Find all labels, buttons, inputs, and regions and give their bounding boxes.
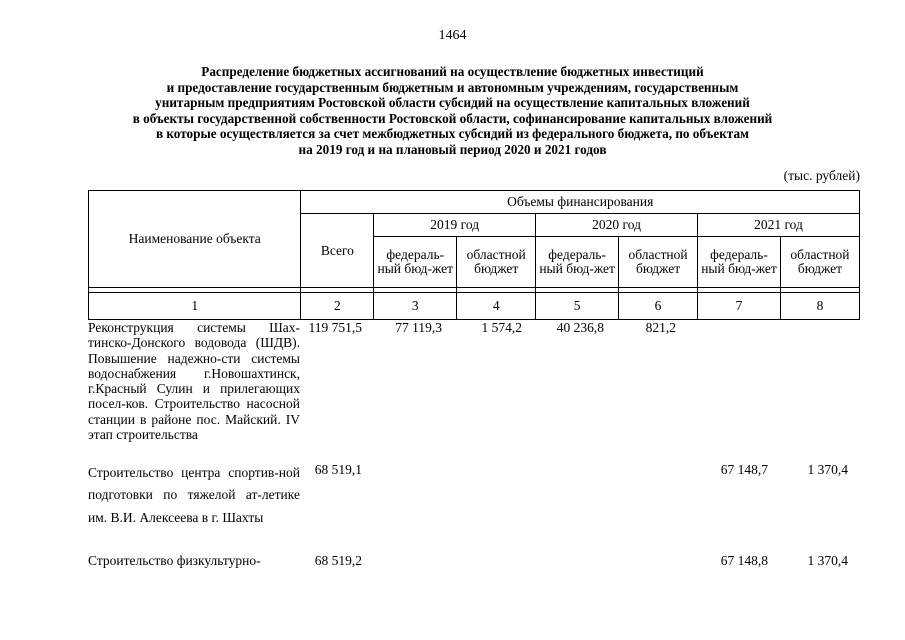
column-number: 5	[536, 293, 619, 320]
units-label: (тыс. рублей)	[783, 168, 860, 183]
table-header	[88, 190, 860, 320]
object-name: Строительство физкультурно-	[88, 553, 261, 568]
header-federal-text: федераль-ный бюд-жет	[377, 247, 454, 276]
header-federal-2020	[536, 237, 619, 288]
value-total: 119 751,5	[308, 320, 362, 335]
header-federal-2019	[374, 237, 457, 288]
column-number: 4	[457, 293, 536, 320]
table-row	[88, 320, 860, 462]
title-line: в объекты государственной собственности Ростовской области, софинансирование капитальных вложений	[132, 110, 773, 126]
title-line: и предоставление государственным бюджетным и автономным учреждениям, государственным	[166, 79, 739, 95]
header-name-column: Наименование объекта	[89, 191, 301, 288]
header-federal-text: федераль-ный бюд-жет	[701, 247, 777, 276]
header-financing: Объемы финансирования	[301, 191, 860, 214]
value-regional-2020: 821,2	[645, 320, 676, 335]
object-name: Строительство центра спортив-ной подготовки по тяжелой ат-летике им. В.И. Алексеева в г. Шахты	[88, 465, 300, 525]
document-title	[60, 64, 845, 158]
header-total: Всего	[301, 214, 374, 288]
header-federal-text: федераль-ный бюд-жет	[539, 247, 615, 276]
value-federal-2021: 67 148,8	[720, 553, 768, 568]
title-line: унитарным предприятиям Ростовской области субсидий на осуществление капитальных вложений	[155, 95, 750, 111]
table-body	[88, 320, 860, 583]
table-row	[88, 462, 860, 553]
column-number: 1	[89, 293, 301, 320]
column-number: 2	[301, 293, 374, 320]
title-line: Распределение бюджетных ассигнований на осуществление бюджетных инвестиций	[201, 64, 704, 79]
header-year-2021: 2021 год	[698, 214, 860, 237]
column-number: 7	[698, 293, 781, 320]
title-line: в которые осуществляется за счет межбюджетных субсидий из федерального бюджета, по объектам	[155, 126, 750, 142]
value-federal-2020: 40 236,8	[556, 320, 604, 335]
header-regional-2021: областной бюджет	[780, 237, 859, 288]
value-regional-2021: 1 370,4	[807, 462, 848, 477]
value-total: 68 519,2	[314, 553, 362, 568]
column-number: 3	[374, 293, 457, 320]
column-number: 6	[619, 293, 698, 320]
header-regional-2020: областной бюджет	[619, 237, 698, 288]
object-name: Реконструкция системы Шах-тинско-Донского водовода (ШДВ). Повышение надежно-сти системы водоснабжения г.Новошахтинск, г.Красный Сулин и прилегающих посел-ков. Строительство насосной станции в районе пос. Майский. IV этап строительства	[88, 320, 300, 443]
value-regional-2021: 1 370,4	[807, 553, 848, 568]
value-federal-2021: 67 148,7	[720, 462, 768, 477]
header-year-2019: 2019 год	[374, 214, 536, 237]
header-year-2020: 2020 год	[536, 214, 698, 237]
title-line: на 2019 год и на плановый период 2020 и 2021 годов	[298, 141, 607, 157]
header-regional-2019: областной бюджет	[457, 237, 536, 288]
value-regional-2019: 1 574,2	[481, 320, 522, 335]
page-number: 1464	[438, 28, 467, 43]
column-number: 8	[780, 293, 859, 320]
header-federal-2021	[698, 237, 781, 288]
value-total: 68 519,1	[314, 462, 362, 477]
value-federal-2019: 77 119,3	[395, 320, 442, 335]
table-row	[88, 553, 860, 583]
